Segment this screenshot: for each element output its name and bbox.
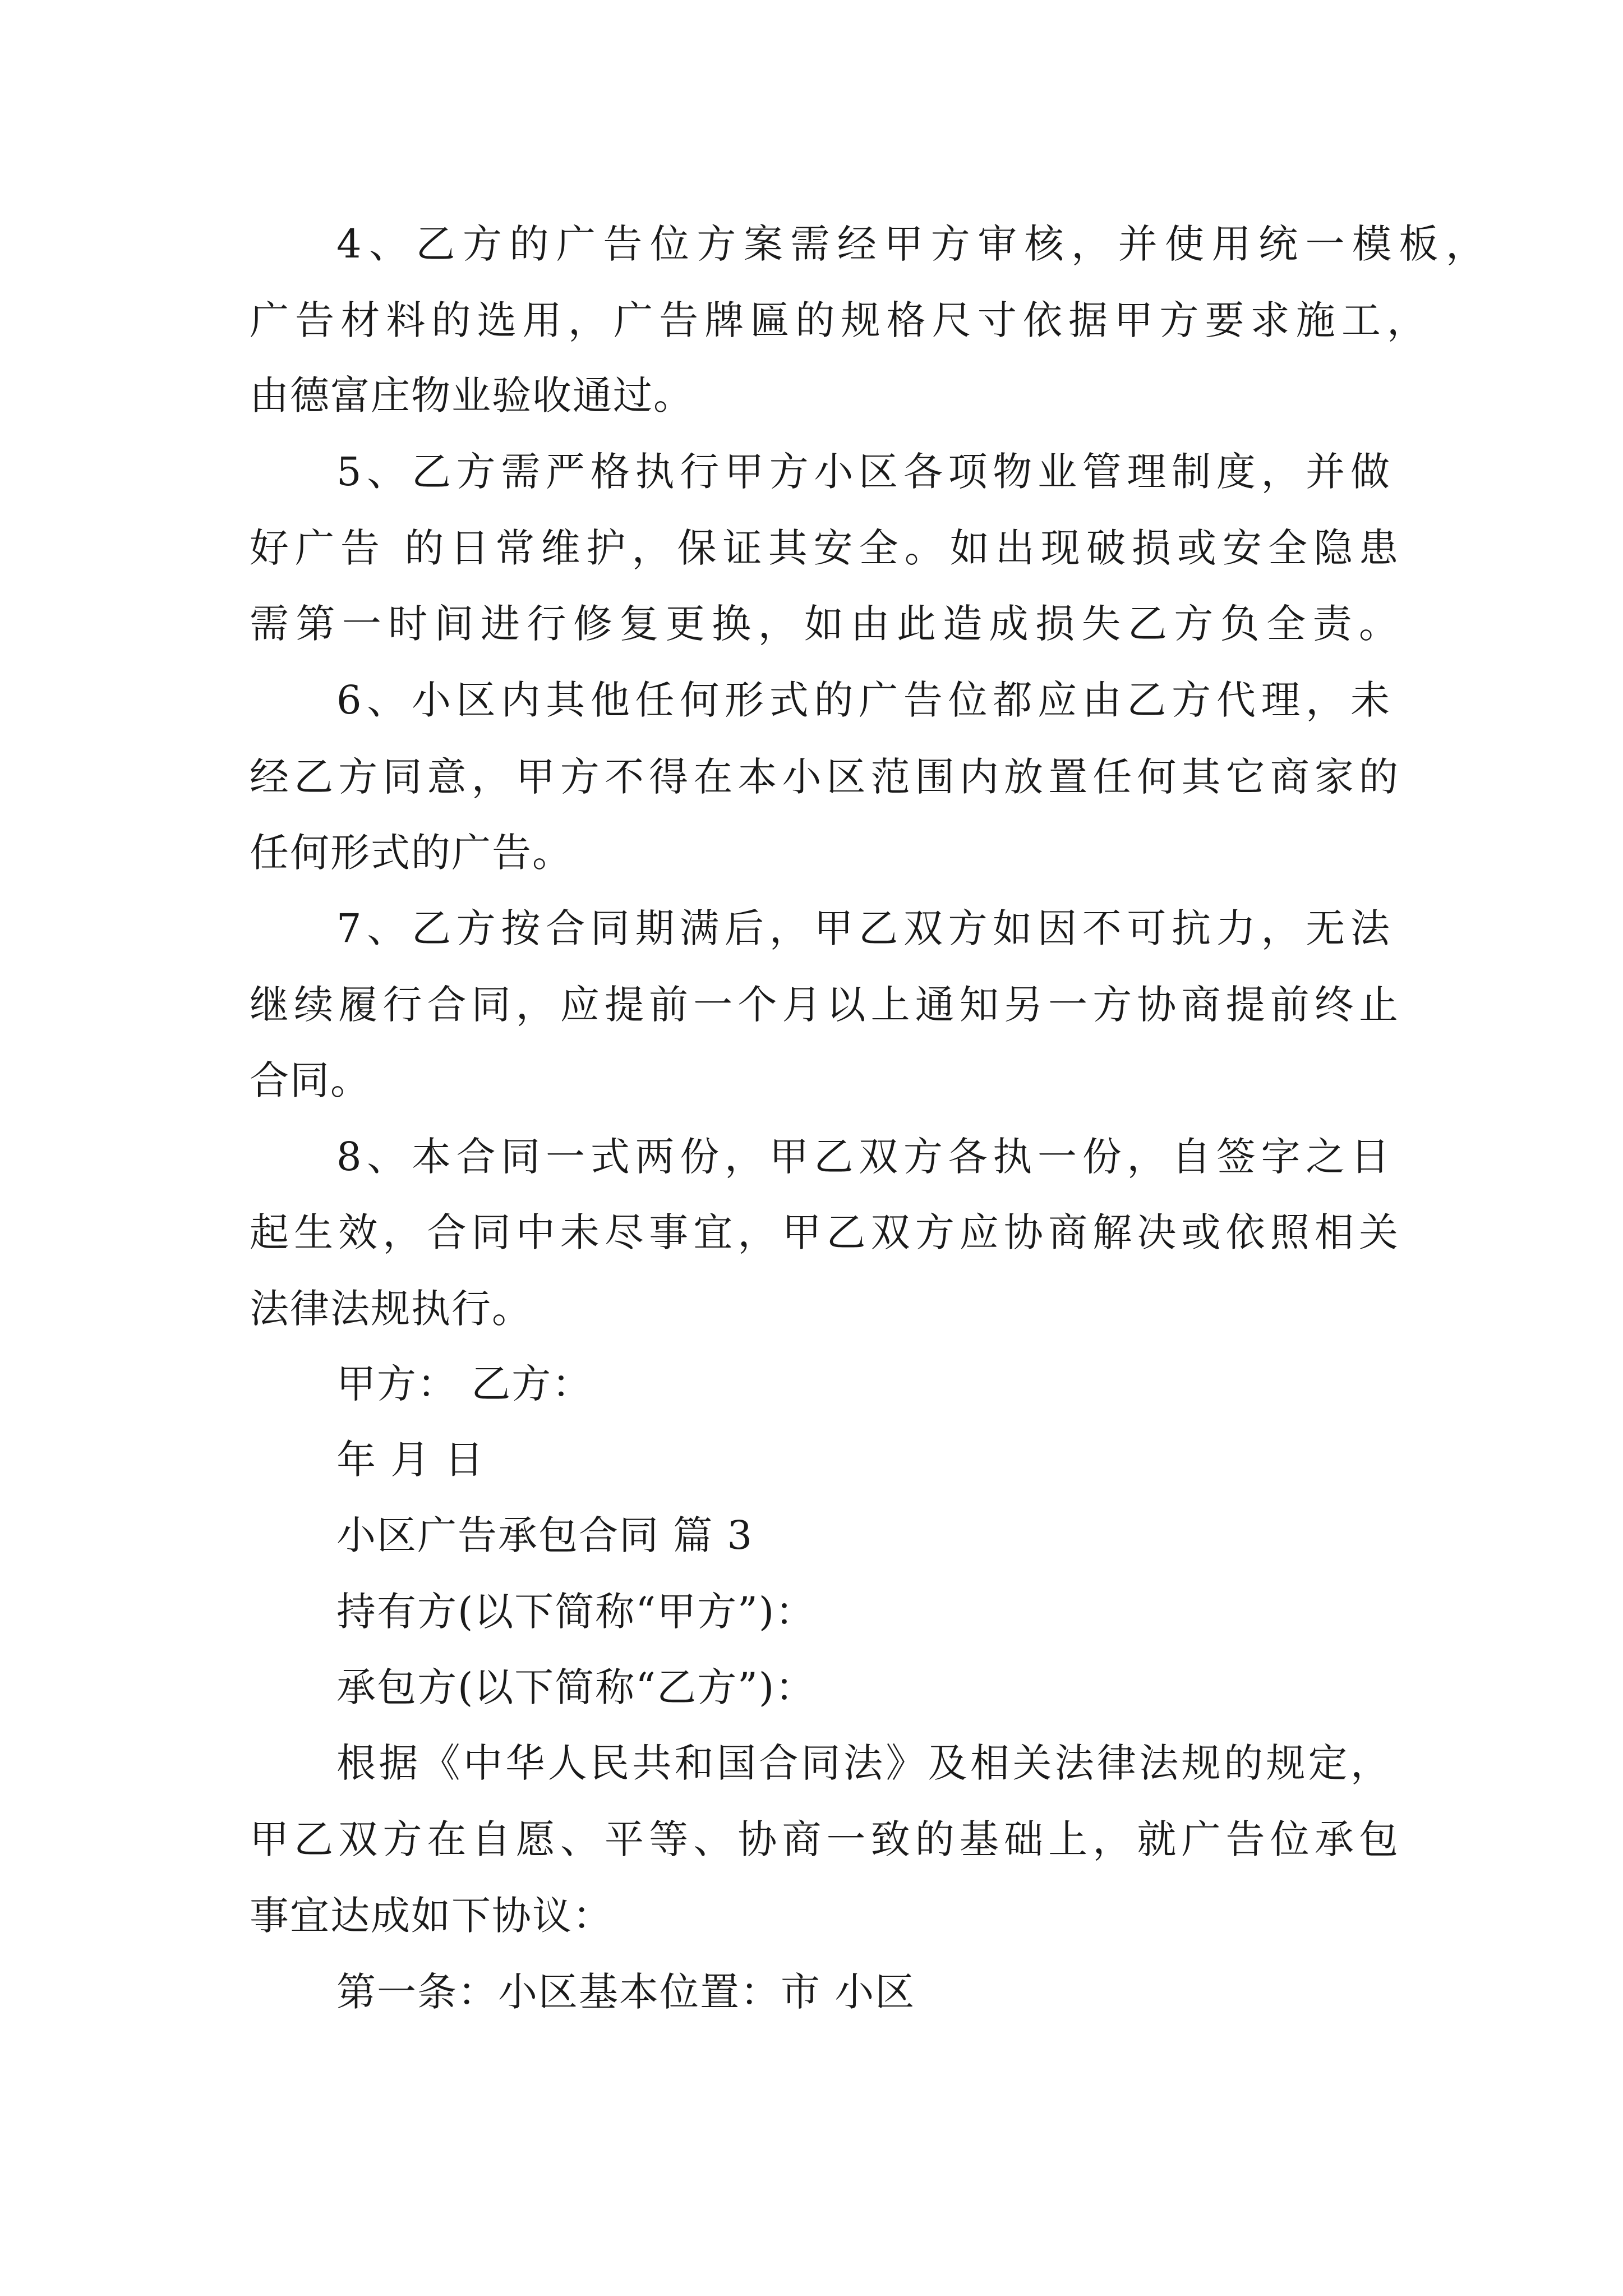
clause-8-line-3: 法律法规执行。 xyxy=(250,1286,532,1332)
clause-6-line-1: 6、小区内其他任何形式的广告位都应由乙方代理，未 xyxy=(336,677,1391,723)
clause-6-line-2: 经乙方同意，甲方不得在本小区范围内放置任何其它商家的 xyxy=(250,754,1399,800)
clause-7-line-3: 合同。 xyxy=(250,1057,371,1103)
section-title: 小区广告承包合同 篇 3 xyxy=(336,1512,754,1558)
clause-8-line-2: 起生效，合同中未尽事宜，甲乙双方应协商解决或依照相关 xyxy=(250,1209,1399,1255)
article-1: 第一条：小区基本位置：市 小区 xyxy=(336,1969,916,2015)
holder-party: 持有方(以下简称“甲方”)： xyxy=(336,1589,816,1635)
clause-4-line-2: 广告材料的选用，广告牌匾的规格尺寸依据甲方要求施工， xyxy=(250,297,1427,343)
clause-5-line-1: 5、乙方需严格执行甲方小区各项物业管理制度，并做 xyxy=(336,449,1391,495)
clause-7-line-1: 7、乙方按合同期满后，甲乙双方如因不可抗力，无法 xyxy=(336,905,1391,951)
clause-5-line-3: 需第一时间进行修复更换，如由此造成损失乙方负全责。 xyxy=(250,601,1399,647)
clause-4-line-1: 4、乙方的广告位方案需经甲方审核，并使用统一模板， xyxy=(336,221,1486,267)
clause-8-line-1: 8、本合同一式两份，甲乙双方各执一份，自签字之日 xyxy=(336,1134,1391,1180)
clause-6-line-3: 任何形式的广告。 xyxy=(250,830,573,876)
clause-5-line-2: 好广告 的日常维护，保证其安全。如出现破损或安全隐患 xyxy=(250,525,1399,571)
clause-4-line-3: 由德富庄物业验收通过。 xyxy=(250,372,694,418)
clause-7-line-2: 继续履行合同，应提前一个月以上通知另一方协商提前终止 xyxy=(250,982,1399,1028)
preamble-line-2: 甲乙双方在自愿、平等、协商一致的基础上，就广告位承包 xyxy=(250,1816,1399,1862)
contractor-party: 承包方(以下简称“乙方”)： xyxy=(336,1664,816,1710)
signature-parties: 甲方： 乙方： xyxy=(336,1361,593,1407)
signature-date: 年 月 日 xyxy=(336,1437,485,1483)
preamble-line-3: 事宜达成如下协议： xyxy=(250,1893,613,1939)
preamble-line-1: 根据《中华人民共和国合同法》及相关法律法规的规定， xyxy=(336,1740,1391,1786)
